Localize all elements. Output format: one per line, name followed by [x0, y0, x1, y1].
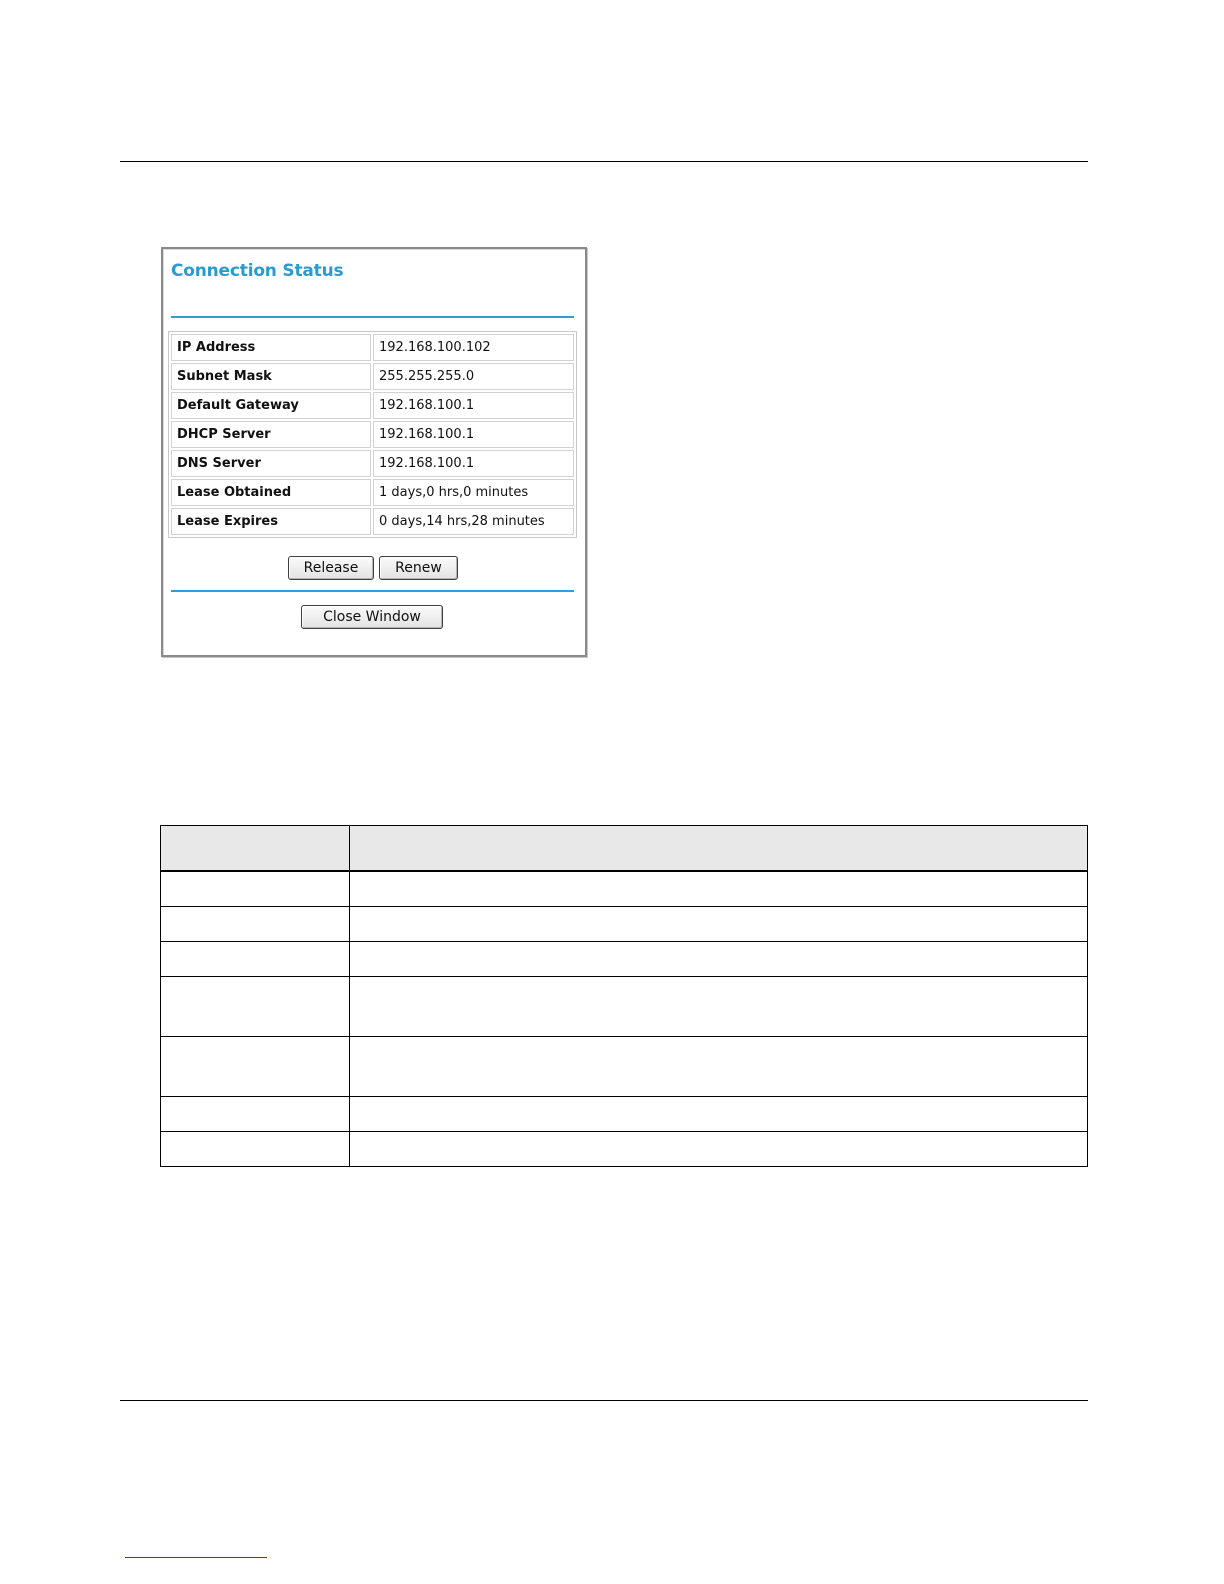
page-title: Connection Status — [171, 261, 344, 281]
lease-expires-value: 0 days,14 hrs,28 minutes — [373, 508, 574, 535]
table-row — [171, 421, 574, 448]
lease-obtained-value: 1 days,0 hrs,0 minutes — [373, 479, 574, 506]
table-row — [161, 942, 1088, 977]
table-cell — [161, 1132, 350, 1167]
button-divider — [171, 590, 574, 592]
ip-address-label: IP Address — [171, 334, 371, 361]
table-row — [161, 1132, 1088, 1167]
subnet-mask-label: Subnet Mask — [171, 363, 371, 390]
table-row — [171, 479, 574, 506]
table-row — [171, 508, 574, 535]
table-cell — [350, 871, 1088, 907]
table-row — [171, 450, 574, 477]
table-cell — [350, 942, 1088, 977]
description-table — [160, 825, 1088, 1167]
footer-rule — [120, 1400, 1088, 1401]
renew-button[interactable]: Renew — [379, 556, 458, 580]
table-cell — [161, 1037, 350, 1097]
table-cell — [161, 907, 350, 942]
lease-obtained-label: Lease Obtained — [171, 479, 371, 506]
table-cell — [161, 977, 350, 1037]
table-row — [171, 334, 574, 361]
table-cell — [350, 1132, 1088, 1167]
subnet-mask-value: 255.255.255.0 — [373, 363, 574, 390]
table-cell — [350, 977, 1088, 1037]
table-cell — [161, 942, 350, 977]
dhcp-server-label: DHCP Server — [171, 421, 371, 448]
table-cell — [350, 1097, 1088, 1132]
default-gateway-label: Default Gateway — [171, 392, 371, 419]
connection-status-table — [168, 331, 577, 538]
header-rule — [120, 161, 1088, 162]
table-row — [161, 1097, 1088, 1132]
title-divider — [171, 316, 574, 318]
table-cell — [350, 1037, 1088, 1097]
close-window-button[interactable]: Close Window — [301, 605, 443, 629]
table-row — [161, 1037, 1088, 1097]
default-gateway-value: 192.168.100.1 — [373, 392, 574, 419]
connection-status-window — [161, 247, 587, 657]
table-header-cell — [161, 826, 350, 872]
dhcp-server-value: 192.168.100.1 — [373, 421, 574, 448]
table-row — [161, 977, 1088, 1037]
table-header-row — [161, 826, 1088, 872]
table-cell — [161, 871, 350, 907]
table-row — [161, 907, 1088, 942]
table-row — [161, 871, 1088, 907]
table-cell — [350, 907, 1088, 942]
dns-server-value: 192.168.100.1 — [373, 450, 574, 477]
table-cell — [161, 1097, 350, 1132]
footer-link-underline[interactable] — [125, 1557, 267, 1558]
lease-expires-label: Lease Expires — [171, 508, 371, 535]
table-row — [171, 363, 574, 390]
dns-server-label: DNS Server — [171, 450, 371, 477]
table-header-cell — [350, 826, 1088, 872]
table-row — [171, 392, 574, 419]
ip-address-value: 192.168.100.102 — [373, 334, 574, 361]
release-button[interactable]: Release — [288, 556, 374, 580]
